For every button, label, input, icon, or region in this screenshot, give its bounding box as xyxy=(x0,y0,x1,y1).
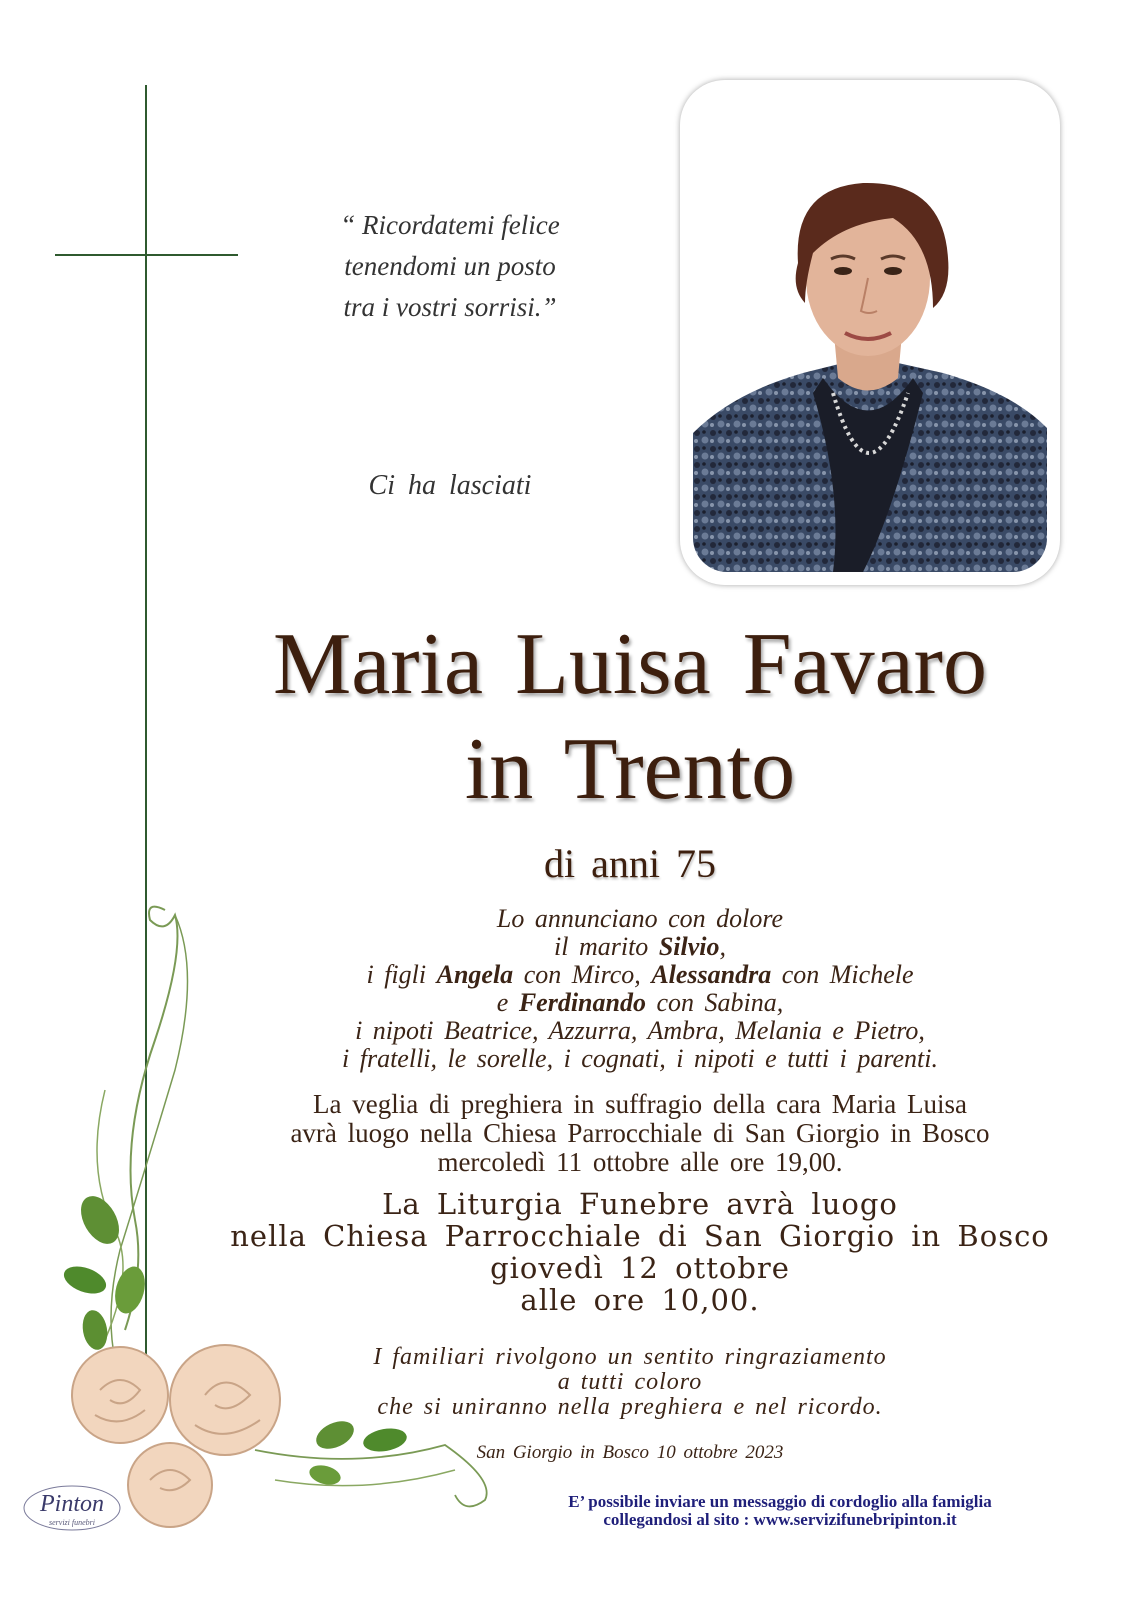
svg-text:Pinton: Pinton xyxy=(40,1491,104,1517)
husband-name: Silvio xyxy=(658,932,720,961)
child3-prefix: e xyxy=(496,988,519,1017)
deceased-age: di anni 75 xyxy=(544,841,716,886)
condolence-footer xyxy=(480,1493,1080,1529)
child-name-3: Ferdinando xyxy=(518,988,646,1017)
quote-line-2: tenendomi un posto xyxy=(344,251,556,281)
announcement-line-5: i nipoti Beatrice, Azzurra, Ambra, Melania e Pietro, xyxy=(355,1016,925,1045)
child-name-2: Alessandra xyxy=(651,960,772,989)
thanks-line-2: a tutti coloro xyxy=(557,1369,703,1395)
quote-line-1: “ Ricordatemi felice xyxy=(340,210,560,240)
child-spouse-1: con Mirco, xyxy=(513,960,652,989)
liturgy-line-3: giovedì 12 ottobre xyxy=(490,1251,790,1285)
footer-website-line[interactable]: collegandosi al sito : www.servizifunebripinton.it xyxy=(603,1510,957,1529)
footer-line-1: E’ possibile inviare un messaggio di cordoglio alla famiglia xyxy=(568,1492,992,1511)
portrait-illustration xyxy=(693,93,1047,572)
vigil-line-3: mercoledì 11 ottobre alle ore 19,00. xyxy=(437,1147,843,1177)
child-name-1: Angela xyxy=(436,960,514,989)
liturgy-line-2: nella Chiesa Parrocchiale di San Giorgio in Bosco xyxy=(230,1219,1050,1253)
deceased-name: Maria Luisa Favaro xyxy=(273,616,987,713)
portrait-photo-frame xyxy=(680,80,1060,585)
liturgy-line-1: La Liturgia Funebre avrà luogo xyxy=(382,1187,898,1221)
child-spouse-3: con Sabina, xyxy=(645,988,784,1017)
husband-prefix: il marito xyxy=(554,932,659,961)
thanks-line-3: che si uniranno nella preghiera e nel ricordo. xyxy=(377,1394,883,1420)
left-us-text: Ci ha lasciati xyxy=(368,470,532,501)
children-prefix: i figli xyxy=(366,960,437,989)
cross-horizontal-bar xyxy=(55,254,238,256)
quote-line-3: tra i vostri sorrisi.” xyxy=(343,292,557,322)
svg-text:servizi funebri: servizi funebri xyxy=(49,1518,95,1527)
liturgy-line-4: alle ore 10,00. xyxy=(520,1283,760,1317)
vigil-line-2: avrà luogo nella Chiesa Parrocchiale di San Giorgio in Bosco xyxy=(290,1118,990,1148)
place-and-date: San Giorgio in Bosco 10 ottobre 2023 xyxy=(476,1442,784,1463)
memorial-quote xyxy=(300,205,600,328)
portrait-photo xyxy=(693,93,1047,572)
announcement-line-6: i fratelli, le sorelle, i cognati, i nipoti e tutti i parenti. xyxy=(342,1044,938,1073)
child-spouse-2: con Michele xyxy=(771,960,914,989)
husband-suffix: , xyxy=(719,932,726,961)
thanks-line-1: I familiari rivolgono un sentito ringraziamento xyxy=(373,1344,887,1370)
deceased-married-name: in Trento xyxy=(464,721,796,818)
pinton-logo xyxy=(20,1478,125,1538)
vigil-line-1: La veglia di preghiera in suffragio della cara Maria Luisa xyxy=(313,1089,967,1119)
announcement-line-1: Lo annunciano con dolore xyxy=(496,904,784,933)
